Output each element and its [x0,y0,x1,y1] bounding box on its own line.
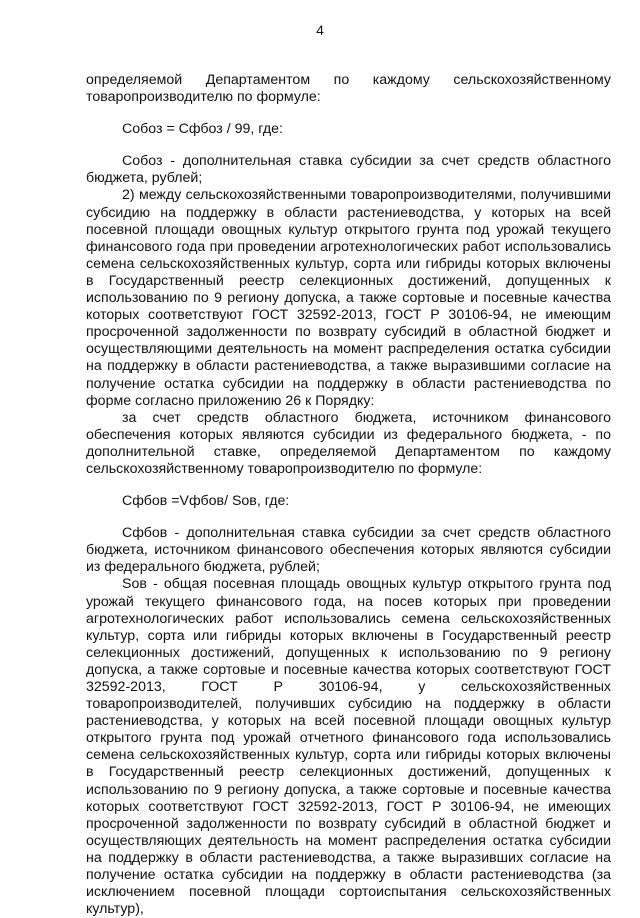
document-body [86,72,611,918]
page-number: 4 [316,22,324,38]
paragraph-continuation: определяемой Департаментом по каждому сельскохозяйственному товаропроизводителю по формуле: [86,72,611,106]
paragraph-federal-funding: за счет средств областного бюджета, источником финансового обеспечения которых являются субсидии из федерального бюджета, - по дополнительной ставке, определяемой Департаментом по каждому сельскохозяйственному товаропроизводителю по формуле: [86,409,611,477]
paragraph-soboz-definition: Собоз - дополнительная ставка субсидии за счет средств областного бюджета, рублей; [86,153,611,187]
paragraph-item-2: 2) между сельскохозяйственными товаропроизводителями, получившими субсидию на поддержку в области растениеводства, у которых на всей посевной площади овощных культур открытого грунта под урожай текущего финансового года при проведении агротехнологических работ использовались семена сельскохозяйственных культур, сорта или гибриды которых включены в Государственный реестр селекционных достижений, допущенных к использованию по 9 региону допуска, а также сортовые и посевные качества которых соответствуют ГОСТ 32592-2013, ГОСТ Р 30106-94, не имеющим просроченной задолженности по возврату субсидий в областной бюджет и осуществляющими деятельность на момент распределения остатка субсидии на поддержку в области растениеводства, а также выразившими согласие на получение остатка субсидии на поддержку в области растениеводства по форме согласно приложению 26 к Порядку: [86,187,611,409]
formula-soboz: Собоз = Сфбоз / 99, где: [122,121,283,138]
paragraph-sfbov-definition: Сфбов - дополнительная ставка субсидии за счет средств областного бюджета, источником финансового обеспечения которых являются субсидии из федерального бюджета, рублей; [86,525,611,576]
formula-sfbov: Сфбов =Vфбов/ Sов, где: [122,493,290,510]
paragraph-sov-definition: Sов - общая посевная площадь овощных культур открытого грунта под урожай текущего финансового года, на посев которых при проведении агротехнологических работ использовались семена сельскохозяйственных культур, сорта или гибриды которых включены в Государственный реестр селекционных достижений, допущенных к использованию по 9 региону допуска, а также сортовые и посевные качества которых соответствуют ГОСТ 32592-2013, ГОСТ Р 30106-94, у сельскохозяйственных товаропроизводителей, получивших субсидию на поддержку в области растениеводства, у которых на всей посевной площади овощных культур открытого грунта под урожай отчетного финансового года использовались семена сельскохозяйственных культур, сорта или гибриды которых включены в Государственный реестр селекционных достижений, допущенных к использованию по 9 региону допуска, а также сортовые и посевные качества которых соответствуют ГОСТ 32592-2013, ГОСТ Р 30106-94, не имеющих просроченной задолженности по возврату субсидий в областной бюджет и осуществляющих деятельность на момент распределения остатка субсидии на поддержку в области растениеводства, а также выразивших согласие на получение остатка субсидии на поддержку в области растениеводства (за исключением посевной площади сортоиспытания сельскохозяйственных культур), [86,576,611,918]
